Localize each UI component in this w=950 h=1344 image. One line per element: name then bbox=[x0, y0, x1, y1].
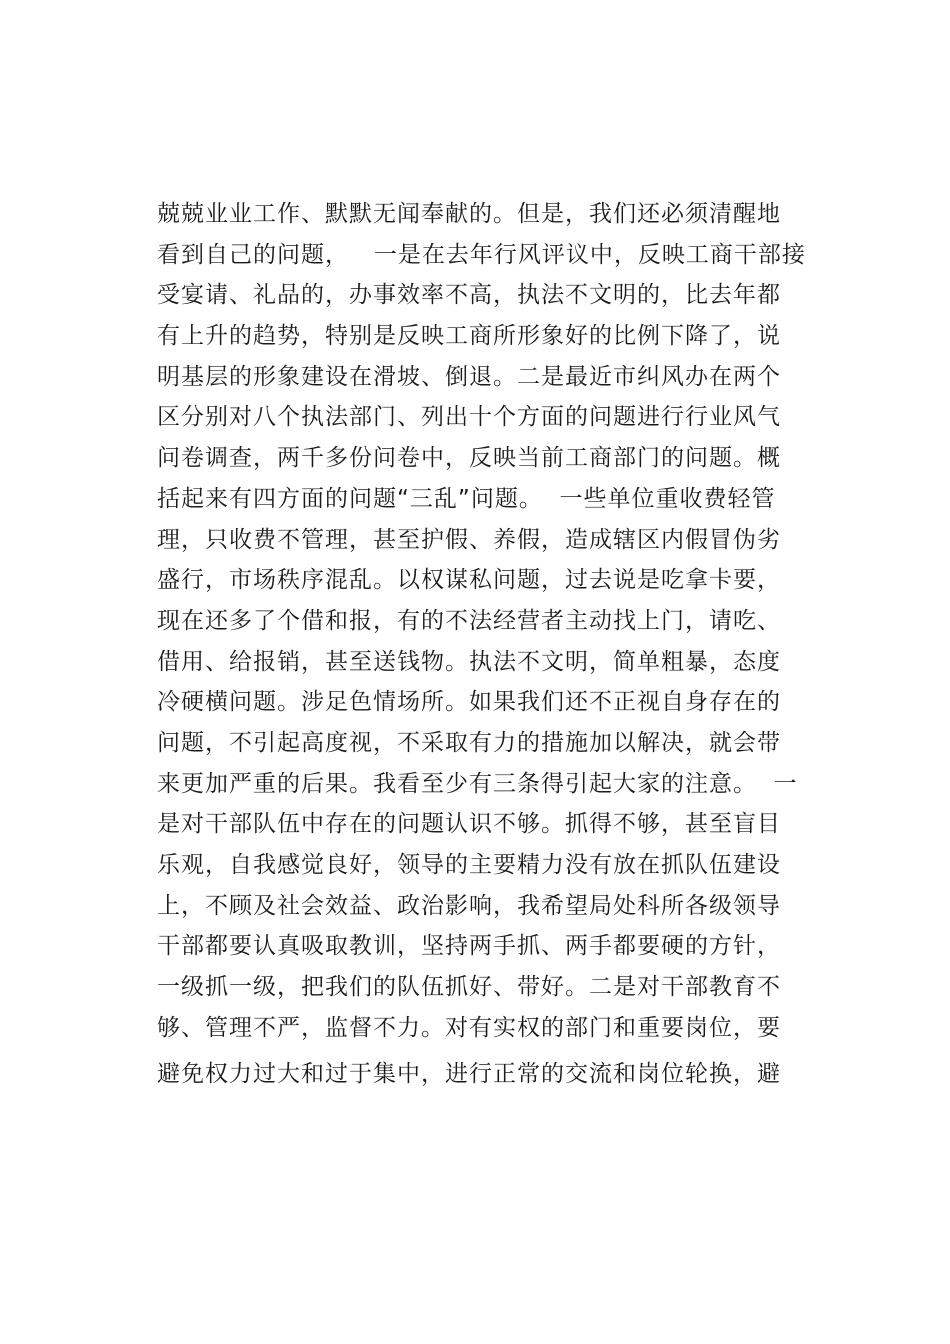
text-line-6: 区分别对八个执法部门、列出十个方面的问题进行行业风气 bbox=[157, 404, 781, 431]
text-line-14: 问题，不引起高度视，不采取有力的措施加以解决，就会带 bbox=[157, 729, 781, 756]
text-line-3: 受宴请、礼品的，办事效率不高，执法不文明的，比去年都 bbox=[157, 282, 781, 309]
text-line-17: 乐观，自我感觉良好，领导的主要精力没有放在抓队伍建设 bbox=[157, 852, 781, 878]
text-line-20: 一级抓一级，把我们的队伍抓好、带好。二是对干部教育不 bbox=[157, 974, 781, 1001]
text-line-8: 括起来有四方面的问题“三乱”问题。 一些单位重收费轻管 bbox=[157, 485, 776, 512]
text-line-11: 现在还多了个借和报，有的不法经营者主动找上门，请吃、 bbox=[157, 607, 781, 634]
text-line-16: 是对干部队伍中存在的问题认识不够。抓得不够，甚至盲目 bbox=[157, 811, 781, 838]
text-line-4: 有上升的趋势，特别是反映工商所形象好的比例下降了，说 bbox=[157, 323, 781, 350]
body-text bbox=[157, 194, 827, 1095]
text-line-13: 冷硬横问题。涉足色情场所。如果我们还不正视自身存在的 bbox=[157, 689, 781, 716]
text-line-12: 借用、给报销，甚至送钱物。执法不文明，简单粗暴，态度 bbox=[157, 648, 781, 675]
text-line-2: 看到自己的问题， 一是在去年行风评议中，反映工商干部接 bbox=[157, 241, 806, 268]
text-line-19: 干部都要认真吸取教训，坚持两手抓、两手都要硬的方针， bbox=[157, 933, 781, 960]
text-line-22: 避免权力过大和过于集中，进行正常的交流和岗位轮换，避 bbox=[157, 1061, 781, 1088]
text-line-15: 来更加严重的后果。我看至少有三条得引起大家的注意。 一 bbox=[157, 770, 798, 797]
text-line-18: 上，不顾及社会效益、政治影响，我希望局处科所各级领导 bbox=[157, 892, 781, 919]
text-line-21: 够、管理不严，监督不力。对有实权的部门和重要岗位，要 bbox=[157, 1014, 781, 1041]
text-line-1: 兢兢业业工作、默默无闻奉献的。但是，我们还必须清醒地 bbox=[157, 201, 781, 227]
text-line-5: 明基层的形象建设在滑坡、倒退。二是最近市纠风办在两个 bbox=[157, 363, 781, 390]
text-line-9: 理，只收费不管理，甚至护假、养假，造成辖区内假冒伪劣 bbox=[157, 526, 781, 553]
text-line-10: 盛行，市场秩序混乱。以权谋私问题，过去说是吃拿卡要， bbox=[157, 567, 781, 594]
text-line-7: 问卷调查，两千多份问卷中，反映当前工商部门的问题。概 bbox=[157, 445, 781, 472]
